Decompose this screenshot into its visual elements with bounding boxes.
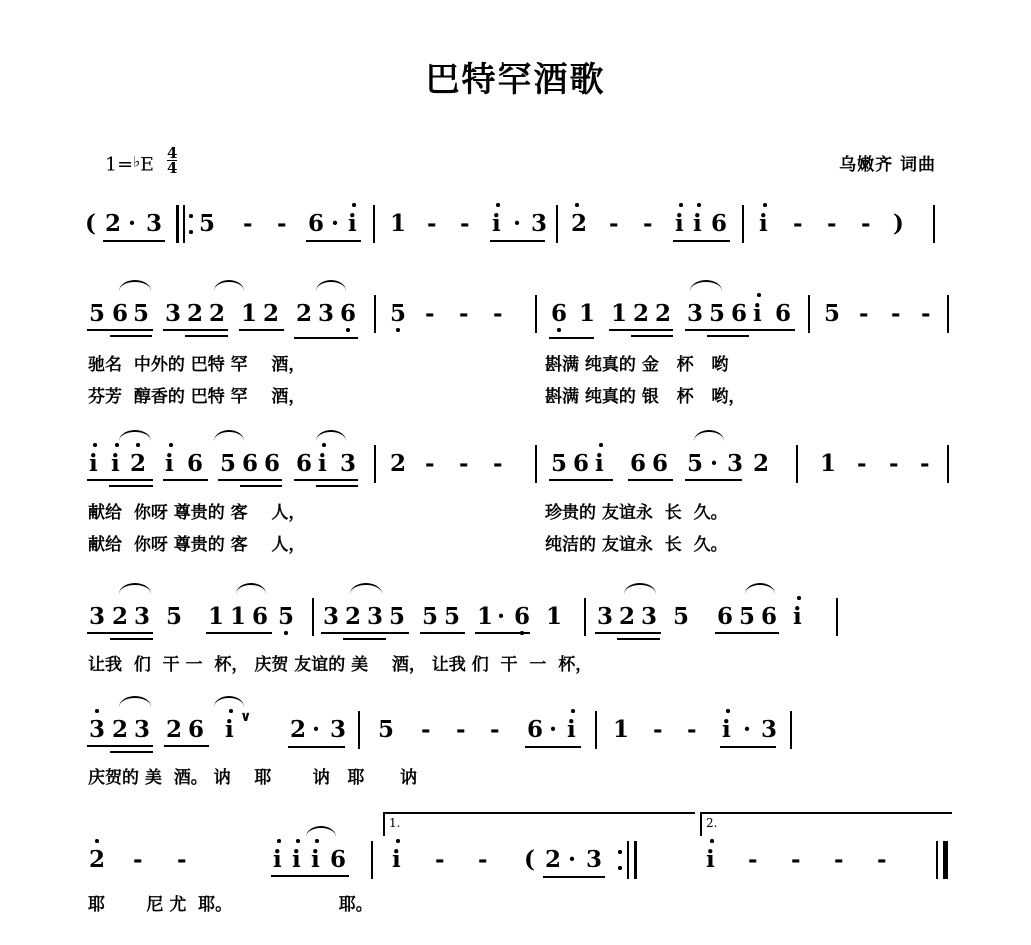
octave-dot-high bbox=[93, 443, 97, 447]
dash: - bbox=[857, 450, 867, 477]
page-title: 巴特罕酒歌 bbox=[425, 60, 606, 100]
dash: - bbox=[490, 716, 500, 743]
barline bbox=[947, 445, 949, 483]
note: 2 bbox=[390, 450, 407, 477]
octave-dot-high bbox=[95, 709, 99, 713]
note: 6 bbox=[717, 603, 734, 630]
note: 6 bbox=[711, 210, 728, 237]
note: i bbox=[722, 716, 731, 743]
dash: - bbox=[425, 450, 435, 477]
note: 5 bbox=[390, 300, 407, 327]
note: 3 bbox=[134, 603, 151, 630]
octave-dot-high bbox=[169, 443, 173, 447]
note: 1 bbox=[579, 300, 596, 327]
barline bbox=[796, 445, 798, 483]
note: 5 bbox=[389, 603, 406, 630]
beam-line-2 bbox=[343, 638, 386, 640]
octave-dot-high bbox=[115, 443, 119, 447]
beam-line bbox=[103, 240, 165, 242]
note: i bbox=[753, 300, 762, 327]
beam-line bbox=[294, 337, 358, 339]
beam-line bbox=[628, 479, 673, 481]
note: 2 bbox=[187, 300, 204, 327]
note: 6 bbox=[551, 300, 568, 327]
dash: - bbox=[793, 210, 803, 237]
note: i bbox=[225, 716, 234, 743]
beam-line bbox=[475, 632, 530, 634]
note: 3 bbox=[134, 716, 151, 743]
barline bbox=[634, 841, 637, 879]
note: 2 bbox=[753, 450, 770, 477]
note: 6 bbox=[264, 450, 281, 477]
note: 3 bbox=[531, 210, 548, 237]
note: 2 bbox=[545, 846, 562, 873]
note: 1 bbox=[477, 603, 494, 630]
dash: - bbox=[643, 210, 653, 237]
beam-line bbox=[715, 632, 779, 634]
note: 2 bbox=[263, 300, 280, 327]
beam-line-2 bbox=[110, 638, 153, 640]
slur bbox=[624, 583, 656, 594]
octave-dot-high bbox=[697, 203, 701, 207]
slur bbox=[350, 583, 382, 594]
repeat-dot bbox=[189, 214, 193, 218]
barline-thin bbox=[183, 205, 185, 243]
note: 6 bbox=[527, 716, 544, 743]
note: 6 bbox=[731, 300, 748, 327]
dash: - bbox=[177, 846, 187, 873]
octave-dot-low bbox=[557, 328, 561, 332]
beam-line-2 bbox=[110, 751, 153, 753]
note: 3 bbox=[761, 716, 778, 743]
note: 5 bbox=[166, 603, 183, 630]
note: 5 bbox=[673, 603, 690, 630]
beam-line bbox=[87, 479, 153, 481]
paren-open: ( bbox=[524, 846, 535, 873]
lyric-line: 献给 你呀 尊贵的 客 人， bbox=[88, 535, 306, 555]
paren-close: ) bbox=[893, 210, 904, 237]
dot-extend: · bbox=[128, 210, 137, 237]
slur bbox=[306, 826, 336, 837]
time-signature bbox=[167, 146, 177, 176]
octave-dot-high bbox=[322, 443, 326, 447]
note: 5 bbox=[220, 450, 237, 477]
octave-dot-high bbox=[679, 203, 683, 207]
slur bbox=[690, 280, 722, 291]
octave-dot-high bbox=[797, 596, 801, 600]
note: 6 bbox=[242, 450, 259, 477]
octave-dot-high bbox=[136, 443, 140, 447]
barline bbox=[790, 711, 792, 749]
beam-line bbox=[490, 240, 545, 242]
barline bbox=[374, 295, 376, 333]
note: i bbox=[348, 210, 357, 237]
note: 2 bbox=[633, 300, 650, 327]
beam-line bbox=[239, 329, 284, 331]
dash: - bbox=[791, 846, 801, 873]
note: i bbox=[318, 450, 327, 477]
barline bbox=[374, 445, 376, 483]
meter-denominator: 4 bbox=[167, 159, 178, 178]
barline bbox=[836, 598, 838, 636]
note: i bbox=[492, 210, 501, 237]
octave-dot-high bbox=[757, 293, 761, 297]
beam-line bbox=[420, 632, 465, 634]
note: 1 bbox=[241, 300, 258, 327]
note: 1 bbox=[390, 210, 407, 237]
barline bbox=[808, 295, 810, 333]
note: 2 bbox=[112, 603, 129, 630]
meter-numerator: 4 bbox=[167, 144, 178, 162]
note: 6 bbox=[330, 846, 347, 873]
first-ending-number: 1. bbox=[389, 816, 401, 830]
note: 5 bbox=[378, 716, 395, 743]
note: 1 bbox=[546, 603, 563, 630]
dot-extend: · bbox=[312, 716, 321, 743]
barline bbox=[312, 598, 314, 636]
note: 2 bbox=[619, 603, 636, 630]
lyric-line: 献给 你呀 尊贵的 客 人， bbox=[88, 503, 306, 523]
beam-line-2 bbox=[707, 335, 749, 337]
barline bbox=[595, 711, 597, 749]
dash: - bbox=[459, 300, 469, 327]
note: 3 bbox=[146, 210, 163, 237]
ornament-mark: ∨ bbox=[240, 709, 252, 725]
lyric-line: 耶 尼 尤 耶。 耶。 bbox=[88, 895, 373, 915]
barline bbox=[373, 205, 375, 243]
first-ending-bracket bbox=[383, 812, 695, 836]
lyric-line: 纯洁的 友谊永 长 久。 bbox=[545, 535, 728, 555]
beam-line bbox=[720, 746, 776, 748]
note: 1 bbox=[613, 716, 630, 743]
beam-line bbox=[549, 479, 613, 481]
dash: - bbox=[748, 846, 758, 873]
dash: - bbox=[459, 450, 469, 477]
slur bbox=[316, 280, 346, 291]
note: 2 bbox=[130, 450, 147, 477]
dash: - bbox=[435, 846, 445, 873]
barline bbox=[371, 841, 373, 879]
dot-extend: · bbox=[331, 210, 340, 237]
note: 6 bbox=[252, 603, 269, 630]
note: i bbox=[567, 716, 576, 743]
slur bbox=[119, 280, 151, 291]
octave-dot-high bbox=[496, 203, 500, 207]
barline bbox=[933, 205, 935, 243]
barline bbox=[742, 205, 744, 243]
beam-line bbox=[163, 329, 228, 331]
note: 6 bbox=[188, 716, 205, 743]
beam-line-2 bbox=[110, 335, 152, 337]
barline-thin bbox=[936, 841, 938, 879]
octave-dot-high bbox=[296, 839, 300, 843]
note: 3 bbox=[89, 716, 106, 743]
dash: - bbox=[834, 846, 844, 873]
note: 6 bbox=[630, 450, 647, 477]
beam-line bbox=[87, 632, 153, 634]
note: 5 bbox=[422, 603, 439, 630]
slur bbox=[119, 583, 151, 594]
lyric-line: 斟满 纯真的 金 杯 哟 bbox=[545, 355, 729, 375]
octave-dot-low bbox=[346, 328, 350, 332]
note: i bbox=[292, 846, 301, 873]
lyric-line: 庆贺的 美 酒。 讷 耶 讷 耶 讷 bbox=[88, 768, 418, 788]
slur bbox=[745, 583, 775, 594]
barline-thin bbox=[627, 841, 629, 879]
note: 1 bbox=[820, 450, 837, 477]
slur bbox=[316, 430, 346, 441]
dash: - bbox=[609, 210, 619, 237]
note: 6 bbox=[340, 300, 357, 327]
note: 2 bbox=[166, 716, 183, 743]
dash: - bbox=[877, 846, 887, 873]
octave-dot-high bbox=[396, 839, 400, 843]
note: 2 bbox=[345, 603, 362, 630]
note: 5 bbox=[444, 603, 461, 630]
note: 1 bbox=[611, 300, 628, 327]
repeat-dot bbox=[618, 866, 622, 870]
second-ending-number: 2. bbox=[706, 816, 718, 830]
note: i bbox=[759, 210, 768, 237]
note: 2 bbox=[571, 210, 588, 237]
note: 6 bbox=[308, 210, 325, 237]
paren-open: ( bbox=[85, 210, 96, 237]
note: 3 bbox=[687, 300, 704, 327]
final-barline bbox=[943, 841, 948, 879]
octave-dot-high bbox=[575, 203, 579, 207]
note: 5 bbox=[739, 603, 756, 630]
note: i bbox=[89, 450, 98, 477]
beam-line bbox=[87, 745, 153, 747]
note: i bbox=[311, 846, 320, 873]
note: 1 bbox=[230, 603, 247, 630]
note: 3 bbox=[323, 603, 340, 630]
dash: - bbox=[277, 210, 287, 237]
octave-dot-high bbox=[763, 203, 767, 207]
dash: - bbox=[687, 716, 697, 743]
beam-line bbox=[271, 875, 349, 877]
beam-line bbox=[288, 746, 345, 748]
barline bbox=[535, 295, 537, 333]
note: i bbox=[165, 450, 174, 477]
note: 3 bbox=[89, 603, 106, 630]
note: i bbox=[111, 450, 120, 477]
note: i bbox=[595, 450, 604, 477]
note: 1 bbox=[208, 603, 225, 630]
beam-line bbox=[294, 479, 358, 481]
note: 3 bbox=[367, 603, 384, 630]
note: 2 bbox=[290, 716, 307, 743]
key-signature bbox=[105, 146, 177, 176]
dash: - bbox=[891, 300, 901, 327]
lyric-line: 芬芳 醇香的 巴特 罕 酒， bbox=[88, 387, 306, 407]
beam-line bbox=[609, 329, 673, 331]
beam-line bbox=[87, 329, 153, 331]
octave-dot-high bbox=[710, 839, 714, 843]
slur bbox=[214, 696, 244, 707]
dot-extend: · bbox=[568, 846, 577, 873]
beam-line-2 bbox=[316, 485, 358, 487]
note: 3 bbox=[318, 300, 335, 327]
composer-credit: 乌嫩齐 词曲 bbox=[839, 155, 936, 175]
octave-dot-high bbox=[571, 709, 575, 713]
note: 5 bbox=[89, 300, 106, 327]
note: 2 bbox=[655, 300, 672, 327]
note: 5 bbox=[278, 603, 295, 630]
note: 2 bbox=[209, 300, 226, 327]
dash: - bbox=[493, 450, 503, 477]
dot-extend: · bbox=[549, 716, 558, 743]
octave-dot-low bbox=[396, 328, 400, 332]
note: 5 bbox=[824, 300, 841, 327]
barline bbox=[535, 445, 537, 483]
dash: - bbox=[859, 300, 869, 327]
dot-extend: · bbox=[743, 716, 752, 743]
octave-dot-high bbox=[352, 203, 356, 207]
dash: - bbox=[425, 300, 435, 327]
beam-line bbox=[163, 479, 208, 481]
beam-line bbox=[543, 876, 605, 878]
note: i bbox=[693, 210, 702, 237]
slur bbox=[214, 280, 244, 291]
dash: - bbox=[861, 210, 871, 237]
beam-line bbox=[306, 240, 361, 242]
dash: - bbox=[493, 300, 503, 327]
beam-line bbox=[525, 746, 581, 748]
dot-extend: · bbox=[513, 210, 522, 237]
octave-dot-high bbox=[95, 839, 99, 843]
second-ending-bracket bbox=[700, 812, 952, 836]
octave-dot-high bbox=[315, 839, 319, 843]
dash: - bbox=[133, 846, 143, 873]
key-label: 1= bbox=[105, 153, 134, 176]
note: 2 bbox=[296, 300, 313, 327]
repeat-dot bbox=[618, 850, 622, 854]
octave-dot-low bbox=[284, 631, 288, 635]
lyric-line: 珍贵的 友谊永 长 久。 bbox=[545, 503, 728, 523]
beam-line bbox=[595, 632, 661, 634]
note: i bbox=[392, 846, 401, 873]
note: 3 bbox=[597, 603, 614, 630]
dash: - bbox=[427, 210, 437, 237]
slur bbox=[236, 583, 266, 594]
beam-line bbox=[218, 479, 282, 481]
note: 6 bbox=[573, 450, 590, 477]
flat-symbol: ♭ bbox=[133, 152, 141, 171]
note: 6 bbox=[296, 450, 313, 477]
repeat-dot bbox=[189, 230, 193, 234]
beam-line-2 bbox=[617, 638, 660, 640]
beam-line bbox=[164, 745, 209, 747]
beam-line bbox=[549, 337, 594, 339]
slur bbox=[119, 430, 151, 441]
barline bbox=[176, 205, 179, 243]
note: 3 bbox=[330, 716, 347, 743]
note: 6 bbox=[187, 450, 204, 477]
note: i bbox=[675, 210, 684, 237]
note: 3 bbox=[641, 603, 658, 630]
beam-line-2 bbox=[631, 335, 673, 337]
slur bbox=[119, 696, 151, 707]
note: 5 bbox=[199, 210, 216, 237]
note: 6 bbox=[761, 603, 778, 630]
key-letter: E bbox=[140, 153, 154, 176]
note: i bbox=[273, 846, 282, 873]
beam-line bbox=[685, 479, 742, 481]
dot-extend: · bbox=[710, 450, 719, 477]
note: 3 bbox=[586, 846, 603, 873]
octave-dot-high bbox=[277, 839, 281, 843]
lyric-line: 斟满 纯真的 银 杯 哟， bbox=[545, 387, 746, 407]
beam-line bbox=[685, 329, 795, 331]
octave-dot-high bbox=[229, 709, 233, 713]
note: i bbox=[706, 846, 715, 873]
note: 2 bbox=[89, 846, 106, 873]
dash: - bbox=[456, 716, 466, 743]
beam-line-2 bbox=[240, 485, 282, 487]
note: 6 bbox=[514, 603, 531, 630]
dash: - bbox=[243, 210, 253, 237]
barline bbox=[556, 205, 558, 243]
dash: - bbox=[921, 300, 931, 327]
note: 5 bbox=[133, 300, 150, 327]
barline bbox=[358, 711, 360, 749]
note: 3 bbox=[340, 450, 357, 477]
note: 2 bbox=[112, 716, 129, 743]
beam-line-2 bbox=[109, 485, 153, 487]
note: 6 bbox=[775, 300, 792, 327]
lyric-line: 驰名 中外的 巴特 罕 酒， bbox=[88, 355, 306, 375]
note: 6 bbox=[652, 450, 669, 477]
dash: - bbox=[827, 210, 837, 237]
note: 6 bbox=[112, 300, 129, 327]
dash: - bbox=[421, 716, 431, 743]
dash: - bbox=[478, 846, 488, 873]
note: 3 bbox=[165, 300, 182, 327]
note: 5 bbox=[709, 300, 726, 327]
beam-line bbox=[206, 632, 272, 634]
beam-line-2 bbox=[185, 335, 228, 337]
octave-dot-high bbox=[599, 443, 603, 447]
note: 3 bbox=[727, 450, 744, 477]
lyric-line: 让我 们 干 一 杯， 庆贺 友谊的 美 酒， 让我 们 干 一 杯， bbox=[88, 655, 593, 675]
note: 2 bbox=[105, 210, 122, 237]
beam-line bbox=[321, 632, 409, 634]
note: 5 bbox=[687, 450, 704, 477]
dash: - bbox=[653, 716, 663, 743]
beam-line bbox=[673, 240, 730, 242]
octave-dot-high bbox=[726, 709, 730, 713]
barline bbox=[584, 598, 586, 636]
slur bbox=[694, 430, 724, 441]
note: i bbox=[793, 603, 802, 630]
dot-extend: · bbox=[497, 603, 506, 630]
dash: - bbox=[460, 210, 470, 237]
barline bbox=[947, 295, 949, 333]
note: 5 bbox=[551, 450, 568, 477]
dash: - bbox=[889, 450, 899, 477]
dash: - bbox=[920, 450, 930, 477]
slur bbox=[214, 430, 244, 441]
